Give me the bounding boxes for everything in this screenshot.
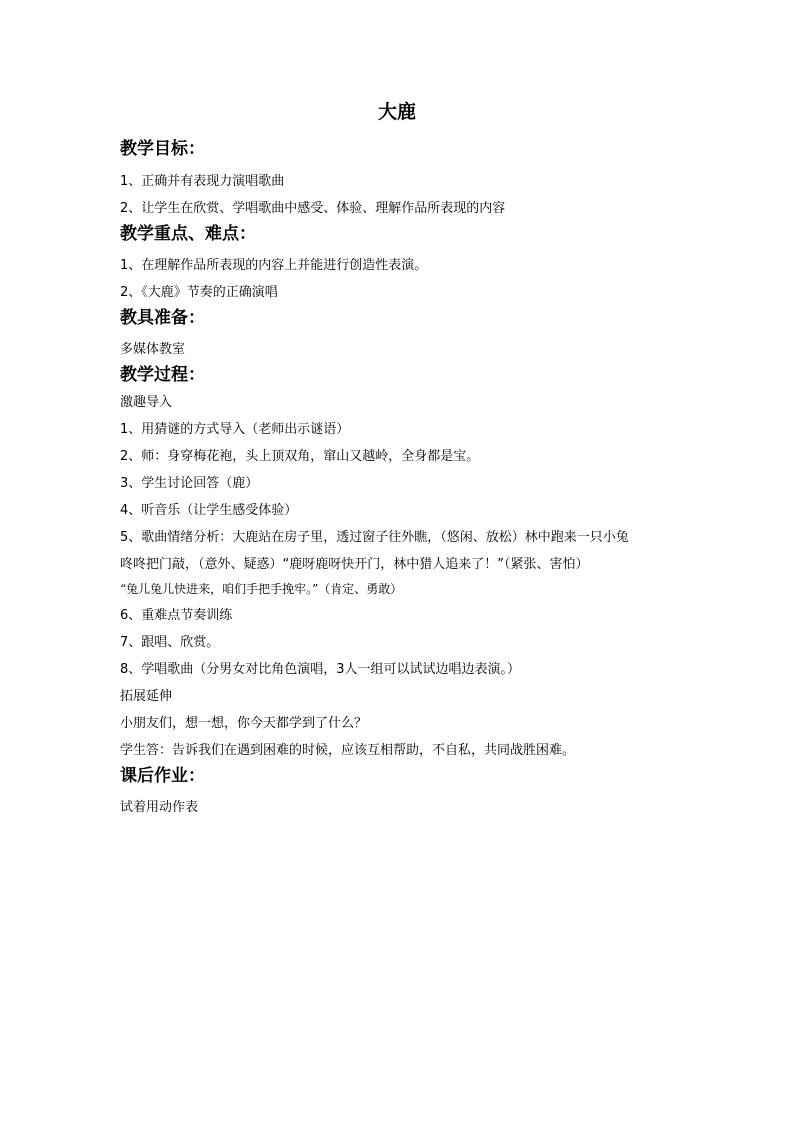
section-heading-objectives: 教学目标： xyxy=(120,139,205,159)
objective-item: 2、让学生在欣赏、学唱歌曲中感受、体验、理解作品所表现的内容 xyxy=(120,201,506,216)
section-heading-process: 教学过程： xyxy=(120,365,205,385)
section-heading-materials: 教具准备： xyxy=(120,308,205,328)
materials-item: 多媒体教室 xyxy=(120,342,186,357)
key-point-item: 1、在理解作品所表现的内容上并能进行创造性表演。 xyxy=(120,258,428,273)
process-item: 1、用猜谜的方式导入（老师出示谜语） xyxy=(120,422,350,437)
key-point-item: 2、《大鹿》节奏的正确演唱 xyxy=(120,285,278,300)
process-item: 5、歌曲情绪分析：大鹿站在房子里，透过窗子往外瞧，（悠闲、放松）林中跑来一只小兔 xyxy=(120,530,629,545)
process-item: 拓展延伸 xyxy=(120,689,173,704)
process-item: 咚咚把门敲，（意外、疑惑）“鹿呀鹿呀快开门，林中猎人追来了！”（紧张、害怕） xyxy=(120,557,589,572)
section-heading-key-points: 教学重点、难点： xyxy=(120,224,256,244)
process-item: “兔儿兔儿快进来，咱们手把手挽牢。”（肯定、勇敢） xyxy=(120,582,403,596)
process-item: 3、学生讨论回答（鹿） xyxy=(120,476,259,491)
objective-item: 1、正确并有表现力演唱歌曲 xyxy=(120,174,285,189)
process-item: 2、师：身穿梅花袍，头上顶双角，窜山又越岭，全身都是宝。 xyxy=(120,449,480,464)
process-item: 激趣导入 xyxy=(120,395,173,410)
process-item: 8、学唱歌曲（分男女对比角色演唱，3人一组可以试试边唱边表演。） xyxy=(120,662,521,677)
document-body xyxy=(120,138,680,816)
process-item: 4、听音乐（让学生感受体验） xyxy=(120,503,298,518)
document-title: 大鹿 xyxy=(377,101,416,123)
process-item: 6、重难点节奏训练 xyxy=(120,608,233,623)
homework-item: 试着用动作表 xyxy=(120,800,199,815)
section-heading-homework: 课后作业： xyxy=(120,766,205,786)
process-item: 学生答：告诉我们在遇到困难的时候，应该互相帮助，不自私，共同战胜困难。 xyxy=(120,743,576,758)
process-item: 小朋友们，想一想，你今天都学到了什么？ xyxy=(120,716,368,731)
process-item: 7、跟唱、欣赏。 xyxy=(120,635,220,650)
